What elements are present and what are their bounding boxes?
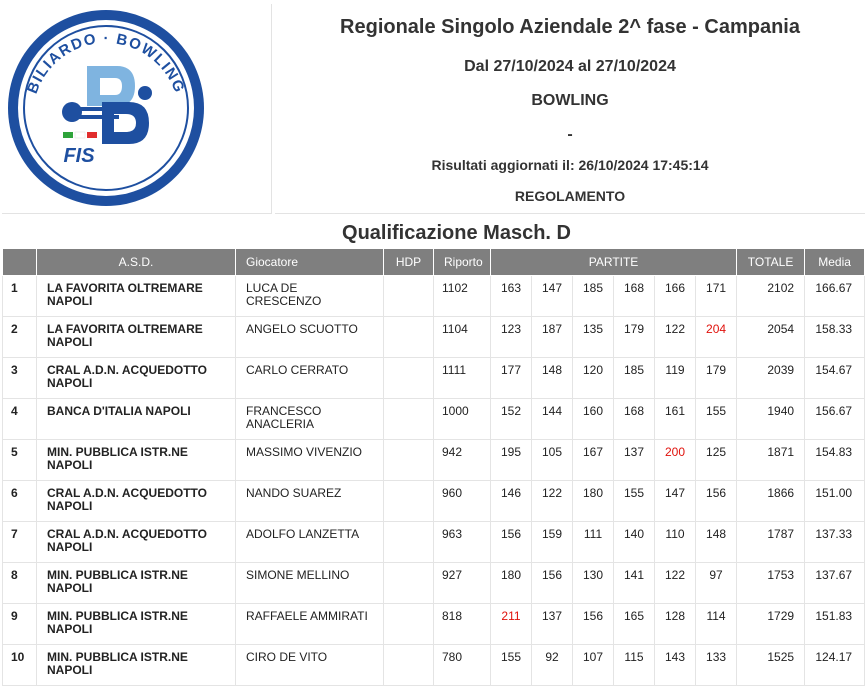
row-position: 2 xyxy=(3,317,37,358)
row-game-3: 135 xyxy=(573,317,614,358)
row-game-4: 179 xyxy=(614,317,655,358)
row-game-4: 141 xyxy=(614,563,655,604)
table-row xyxy=(3,440,865,481)
row-game-2: 147 xyxy=(532,276,573,317)
row-game-6: 114 xyxy=(696,604,737,645)
table-row xyxy=(3,399,865,440)
row-game-2: 122 xyxy=(532,481,573,522)
header-asd: A.S.D. xyxy=(37,249,236,276)
rules-link[interactable]: REGOLAMENTO xyxy=(514,188,626,204)
row-game-5: 128 xyxy=(655,604,696,645)
row-total: 1940 xyxy=(737,399,805,440)
row-game-3: 180 xyxy=(573,481,614,522)
row-game-4: 140 xyxy=(614,522,655,563)
row-position: 10 xyxy=(3,645,37,686)
row-game-3: 130 xyxy=(573,563,614,604)
table-row xyxy=(3,522,865,563)
row-riporto: 818 xyxy=(434,604,491,645)
row-game-3: 107 xyxy=(573,645,614,686)
row-position: 7 xyxy=(3,522,37,563)
event-dates: Dal 27/10/2024 al 27/10/2024 xyxy=(464,58,676,75)
row-game-2: 156 xyxy=(532,563,573,604)
row-game-3: 167 xyxy=(573,440,614,481)
row-average: 158.33 xyxy=(805,317,865,358)
event-info xyxy=(275,0,865,214)
row-game-5: 122 xyxy=(655,563,696,604)
logo-ring-text: BILIARDO · BOWLING xyxy=(23,29,189,96)
row-hdp xyxy=(384,399,434,440)
row-game-3: 120 xyxy=(573,358,614,399)
row-average: 137.67 xyxy=(805,563,865,604)
row-game-3: 185 xyxy=(573,276,614,317)
row-total: 1866 xyxy=(737,481,805,522)
row-club: LA FAVORITA OLTREMARE NAPOLI xyxy=(37,276,236,317)
row-position: 9 xyxy=(3,604,37,645)
page-header xyxy=(0,0,865,214)
row-average: 154.67 xyxy=(805,358,865,399)
row-player: NANDO SUAREZ xyxy=(236,481,384,522)
row-game-1: 163 xyxy=(491,276,532,317)
row-game-4: 168 xyxy=(614,276,655,317)
row-game-5: 110 xyxy=(655,522,696,563)
table-header-row xyxy=(3,249,865,276)
event-title: Regionale Singolo Aziendale 2^ fase - Campania xyxy=(340,16,800,38)
row-game-4: 115 xyxy=(614,645,655,686)
header-hdp: HDP xyxy=(384,249,434,276)
row-game-5: 200 xyxy=(655,440,696,481)
header-partite: PARTITE xyxy=(491,249,737,276)
row-riporto: 780 xyxy=(434,645,491,686)
row-club: MIN. PUBBLICA ISTR.NE NAPOLI xyxy=(37,440,236,481)
row-game-3: 156 xyxy=(573,604,614,645)
section-title: Qualificazione Masch. D xyxy=(342,222,571,244)
row-game-5: 122 xyxy=(655,317,696,358)
row-position: 3 xyxy=(3,358,37,399)
row-player: SIMONE MELLINO xyxy=(236,563,384,604)
row-game-1: 155 xyxy=(491,645,532,686)
row-hdp xyxy=(384,604,434,645)
header-riporto: Riporto xyxy=(434,249,491,276)
row-game-6: 97 xyxy=(696,563,737,604)
header-media: Media xyxy=(805,249,865,276)
row-game-2: 148 xyxy=(532,358,573,399)
row-riporto: 927 xyxy=(434,563,491,604)
table-row xyxy=(3,645,865,686)
row-club: CRAL A.D.N. ACQUEDOTTO NAPOLI xyxy=(37,358,236,399)
row-game-5: 143 xyxy=(655,645,696,686)
row-club: MIN. PUBBLICA ISTR.NE NAPOLI xyxy=(37,604,236,645)
table-row xyxy=(3,563,865,604)
row-game-1: 146 xyxy=(491,481,532,522)
row-hdp xyxy=(384,358,434,399)
row-total: 1729 xyxy=(737,604,805,645)
row-game-4: 155 xyxy=(614,481,655,522)
row-game-1: 180 xyxy=(491,563,532,604)
row-game-3: 160 xyxy=(573,399,614,440)
row-average: 137.33 xyxy=(805,522,865,563)
row-game-2: 137 xyxy=(532,604,573,645)
row-game-2: 92 xyxy=(532,645,573,686)
header-player: Giocatore xyxy=(236,249,384,276)
row-average: 156.67 xyxy=(805,399,865,440)
row-riporto: 963 xyxy=(434,522,491,563)
row-position: 1 xyxy=(3,276,37,317)
row-hdp xyxy=(384,440,434,481)
header-totale: TOTALE xyxy=(737,249,805,276)
row-total: 2054 xyxy=(737,317,805,358)
row-hdp xyxy=(384,481,434,522)
row-game-4: 168 xyxy=(614,399,655,440)
row-club: BANCA D'ITALIA NAPOLI xyxy=(37,399,236,440)
fis-logo xyxy=(5,8,207,208)
row-total: 1753 xyxy=(737,563,805,604)
row-game-6: 204 xyxy=(696,317,737,358)
row-club: MIN. PUBBLICA ISTR.NE NAPOLI xyxy=(37,645,236,686)
row-game-2: 187 xyxy=(532,317,573,358)
event-dash: - xyxy=(567,126,573,143)
row-game-1: 211 xyxy=(491,604,532,645)
row-average: 166.67 xyxy=(805,276,865,317)
row-position: 6 xyxy=(3,481,37,522)
row-average: 151.83 xyxy=(805,604,865,645)
row-position: 5 xyxy=(3,440,37,481)
row-hdp xyxy=(384,276,434,317)
row-game-6: 133 xyxy=(696,645,737,686)
row-club: LA FAVORITA OLTREMARE NAPOLI xyxy=(37,317,236,358)
header-pos xyxy=(3,249,37,276)
row-game-4: 185 xyxy=(614,358,655,399)
row-game-1: 152 xyxy=(491,399,532,440)
row-total: 1787 xyxy=(737,522,805,563)
row-game-6: 155 xyxy=(696,399,737,440)
row-hdp xyxy=(384,563,434,604)
results-table xyxy=(2,248,865,686)
row-game-4: 137 xyxy=(614,440,655,481)
row-player: CIRO DE VITO xyxy=(236,645,384,686)
row-game-5: 147 xyxy=(655,481,696,522)
table-row xyxy=(3,481,865,522)
row-game-6: 179 xyxy=(696,358,737,399)
row-game-6: 156 xyxy=(696,481,737,522)
row-hdp xyxy=(384,317,434,358)
row-game-2: 144 xyxy=(532,399,573,440)
results-updated: Risultati aggiornati il: 26/10/2024 17:45:14 xyxy=(431,157,709,173)
row-average: 124.17 xyxy=(805,645,865,686)
row-club: CRAL A.D.N. ACQUEDOTTO NAPOLI xyxy=(37,522,236,563)
table-row xyxy=(3,276,865,317)
row-riporto: 1102 xyxy=(434,276,491,317)
table-row xyxy=(3,604,865,645)
logo-cell xyxy=(2,4,272,214)
logo-fis-text: FIS xyxy=(63,145,95,167)
row-hdp xyxy=(384,645,434,686)
row-game-5: 119 xyxy=(655,358,696,399)
row-riporto: 1111 xyxy=(434,358,491,399)
row-game-5: 166 xyxy=(655,276,696,317)
row-game-1: 156 xyxy=(491,522,532,563)
row-player: LUCA DE CRESCENZO xyxy=(236,276,384,317)
row-riporto: 1000 xyxy=(434,399,491,440)
row-game-2: 159 xyxy=(532,522,573,563)
row-average: 154.83 xyxy=(805,440,865,481)
results-body xyxy=(3,276,865,686)
row-hdp xyxy=(384,522,434,563)
row-game-1: 123 xyxy=(491,317,532,358)
row-game-6: 125 xyxy=(696,440,737,481)
event-discipline: BOWLING xyxy=(531,92,609,109)
row-player: MASSIMO VIVENZIO xyxy=(236,440,384,481)
row-club: MIN. PUBBLICA ISTR.NE NAPOLI xyxy=(37,563,236,604)
row-game-6: 171 xyxy=(696,276,737,317)
row-riporto: 1104 xyxy=(434,317,491,358)
row-total: 2102 xyxy=(737,276,805,317)
row-game-3: 111 xyxy=(573,522,614,563)
row-game-1: 195 xyxy=(491,440,532,481)
row-total: 2039 xyxy=(737,358,805,399)
row-game-6: 148 xyxy=(696,522,737,563)
table-row xyxy=(3,358,865,399)
row-player: CARLO CERRATO xyxy=(236,358,384,399)
table-row xyxy=(3,317,865,358)
row-player: ANGELO SCUOTTO xyxy=(236,317,384,358)
row-position: 8 xyxy=(3,563,37,604)
row-total: 1525 xyxy=(737,645,805,686)
row-average: 151.00 xyxy=(805,481,865,522)
row-total: 1871 xyxy=(737,440,805,481)
row-game-5: 161 xyxy=(655,399,696,440)
row-club: CRAL A.D.N. ACQUEDOTTO NAPOLI xyxy=(37,481,236,522)
row-player: FRANCESCO ANACLERIA xyxy=(236,399,384,440)
row-position: 4 xyxy=(3,399,37,440)
row-riporto: 942 xyxy=(434,440,491,481)
row-player: ADOLFO LANZETTA xyxy=(236,522,384,563)
row-player: RAFFAELE AMMIRATI xyxy=(236,604,384,645)
row-game-1: 177 xyxy=(491,358,532,399)
row-game-4: 165 xyxy=(614,604,655,645)
row-game-2: 105 xyxy=(532,440,573,481)
row-riporto: 960 xyxy=(434,481,491,522)
